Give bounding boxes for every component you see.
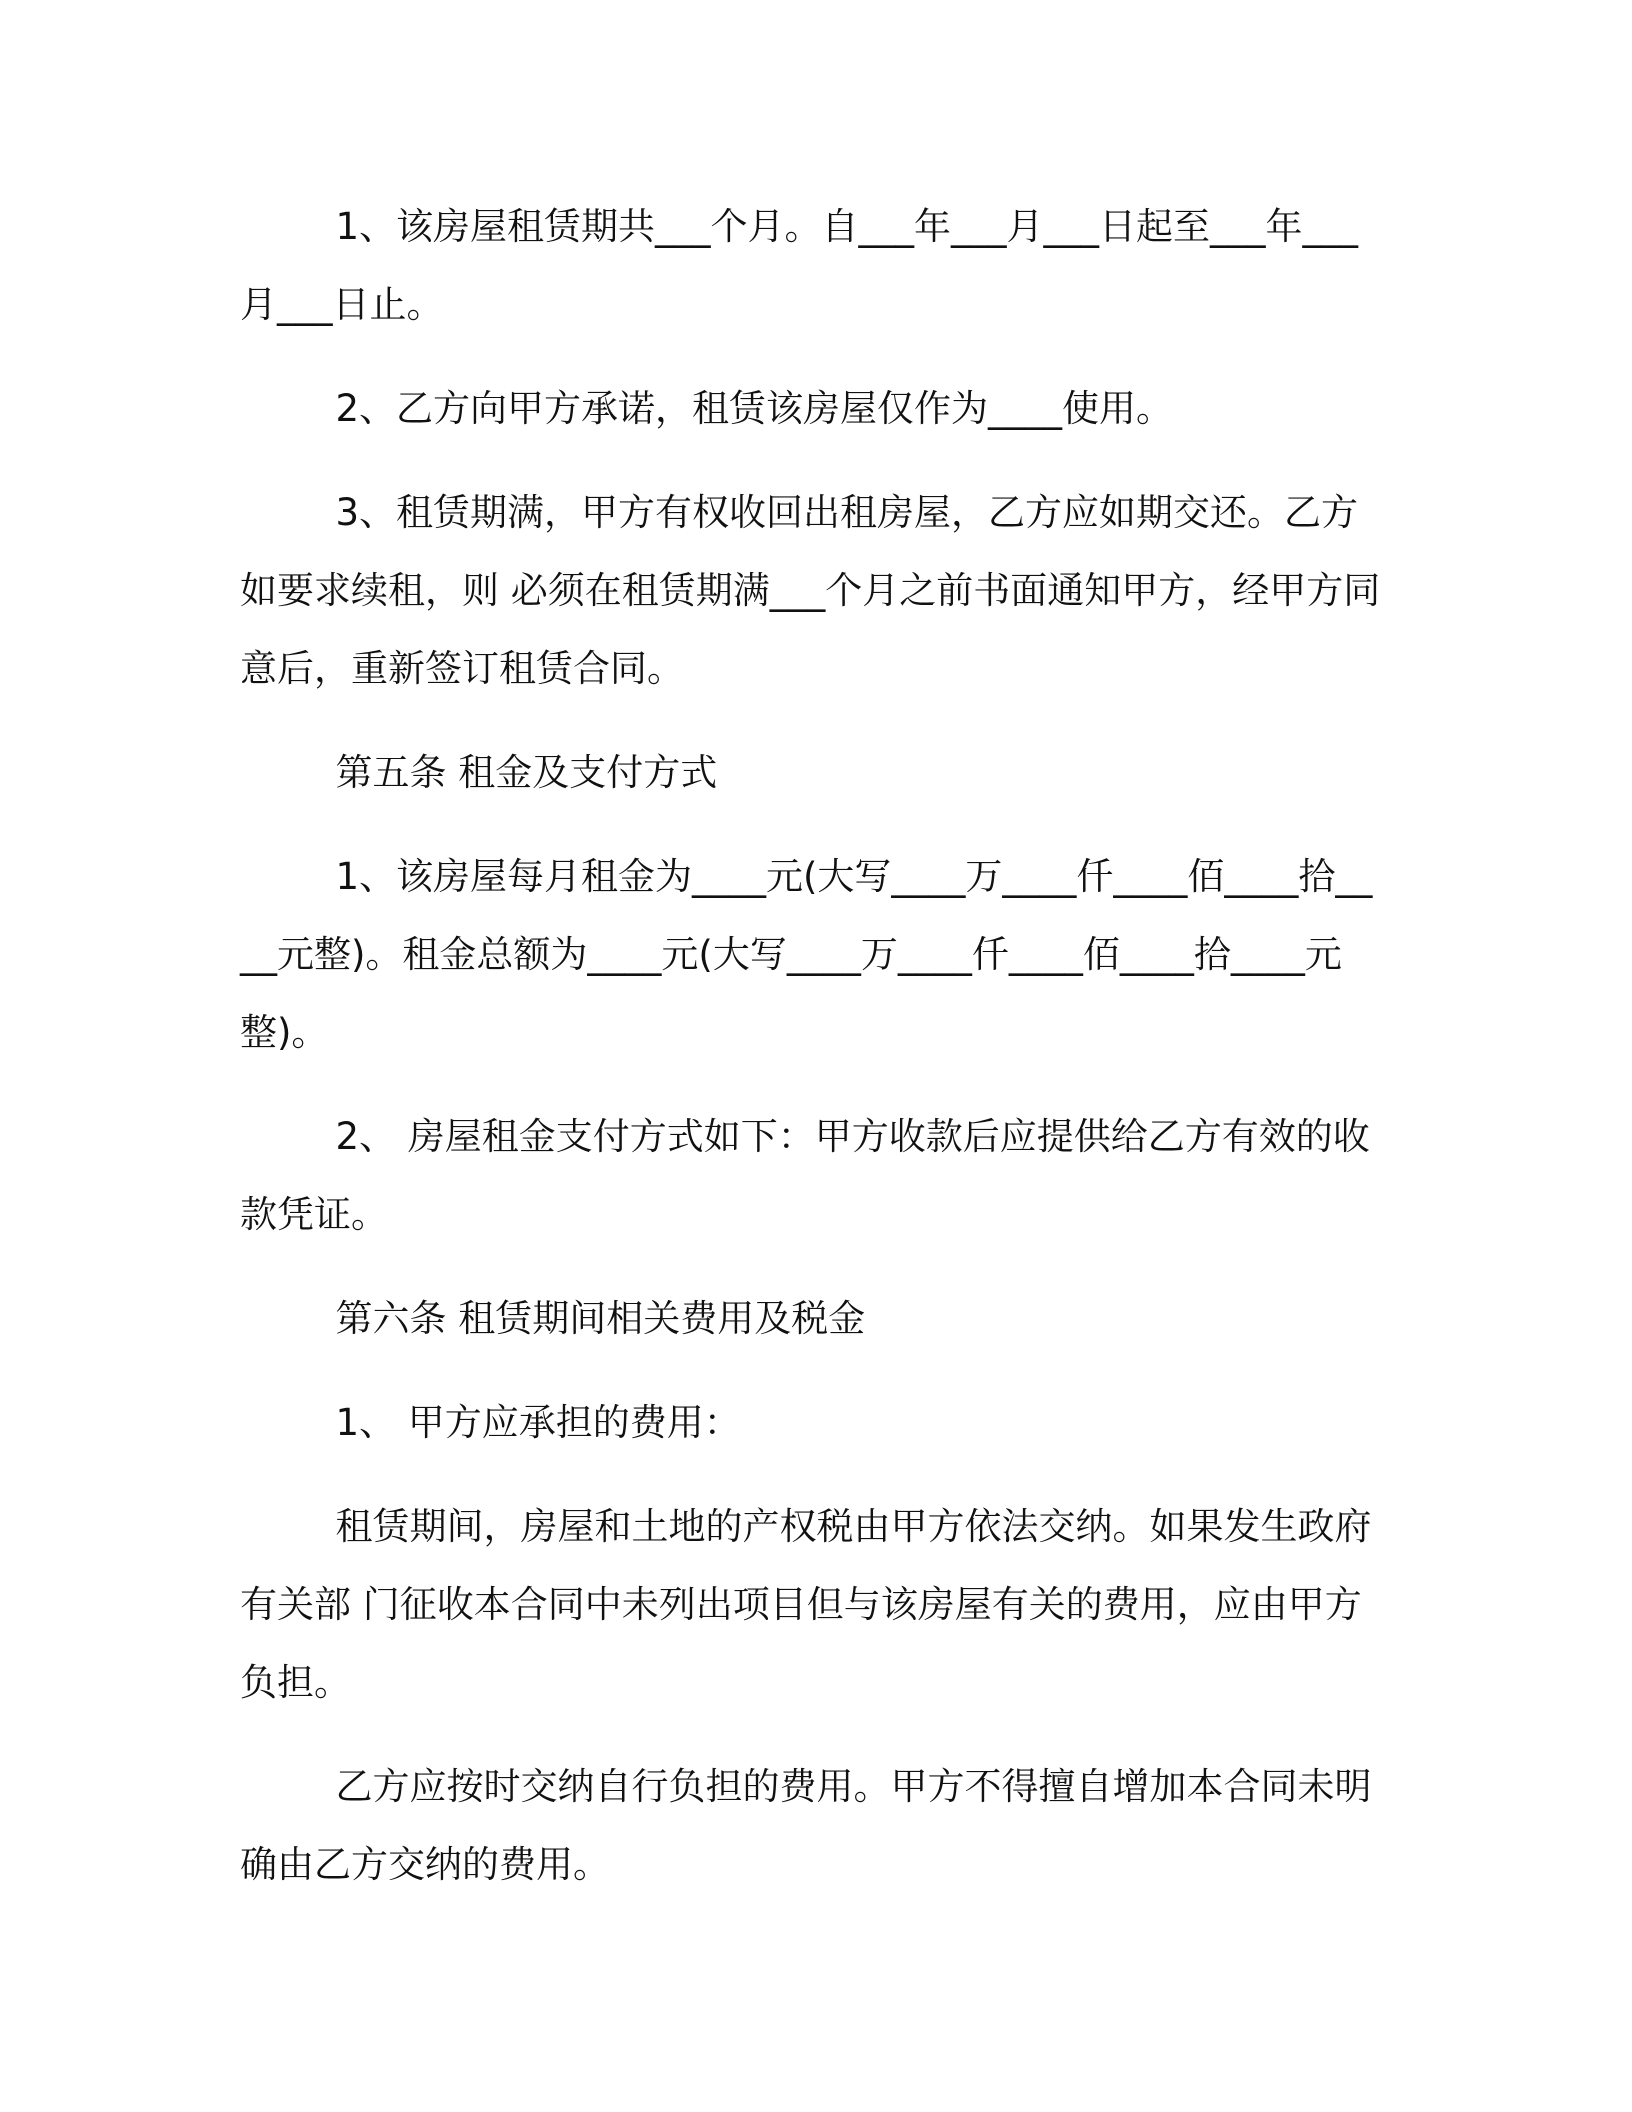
- clause-property-tax: 租赁期间，房屋和土地的产权税由甲方依法交纳。如果发生政府有关部 门征收本合同中未列出项目但与该房屋有关的费用，应由甲方负担。: [240, 1505, 1372, 1704]
- clause-monthly-rent: 1、该房屋每月租金为____元(大写____万____仟____佰____拾____元整)。租金总额为____元(大写____万____仟____佰____拾____元整)。: [240, 855, 1373, 1054]
- document-body: [240, 188, 1390, 1930]
- clause-lease-term: 1、该房屋租赁期共___个月。自___年___月___日起至___年___月___日止。: [240, 205, 1358, 326]
- clause-payment-method: 2、 房屋租金支付方式如下：甲方收款后应提供给乙方有效的收款凭证。: [240, 1115, 1370, 1236]
- clause-usage-promise: 2、乙方向甲方承诺，租赁该房屋仅作为____使用。: [335, 387, 1173, 430]
- clause-lease-renewal: 3、租赁期满，甲方有权收回出租房屋，乙方应如期交还。乙方如要求续租，则 必须在租赁期满___个月之前书面通知甲方，经甲方同意后，重新签订租赁合同。: [240, 491, 1381, 690]
- section-heading-article-5: 第五条 租金及支付方式: [335, 751, 718, 794]
- clause-lessee-fees: 乙方应按时交纳自行负担的费用。甲方不得擅自增加本合同未明确由乙方交纳的费用。: [240, 1765, 1372, 1886]
- clause-lessor-fees: 1、 甲方应承担的费用：: [335, 1401, 741, 1444]
- section-heading-article-6: 第六条 租赁期间相关费用及税金: [335, 1297, 866, 1340]
